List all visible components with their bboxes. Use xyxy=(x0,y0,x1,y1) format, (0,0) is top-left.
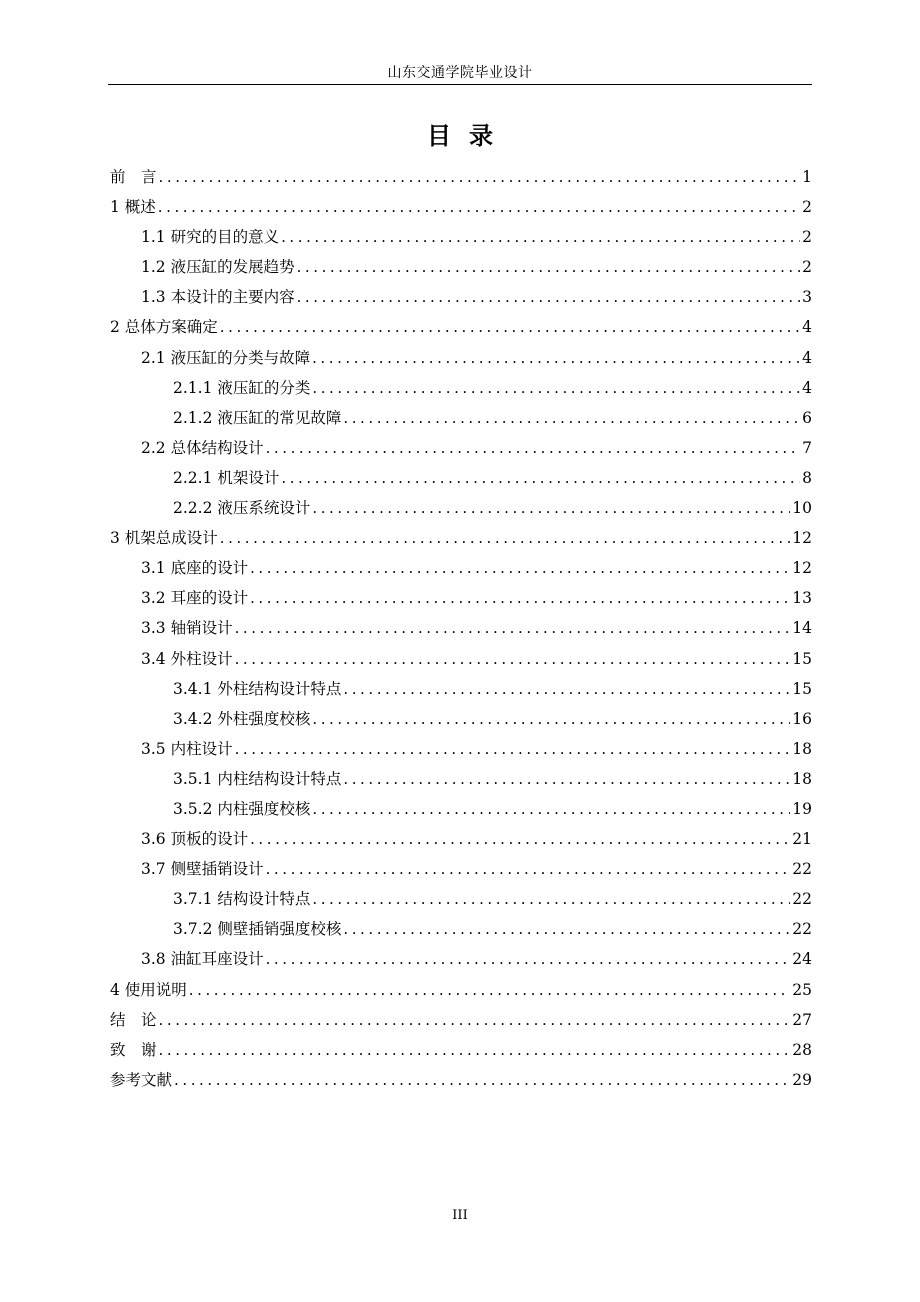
toc-entry-page: 15 xyxy=(792,679,812,698)
toc-entry-page: 4 xyxy=(802,378,812,397)
toc-entry-label: 2.1.1 液压缸的分类 xyxy=(173,378,311,397)
toc-entry-page: 12 xyxy=(792,529,812,548)
toc-entry[interactable] xyxy=(108,493,812,523)
toc-entry-page: 14 xyxy=(792,619,812,638)
toc-dot-leader xyxy=(159,162,801,192)
toc-entry-page: 29 xyxy=(792,1070,812,1089)
toc-entry-page: 15 xyxy=(792,649,812,668)
toc-entry-page: 4 xyxy=(802,318,812,337)
toc-entry-label: 致 谢 xyxy=(110,1040,157,1059)
toc-dot-leader xyxy=(297,282,801,312)
toc-entry[interactable] xyxy=(108,884,812,914)
toc-dot-leader xyxy=(250,583,790,613)
toc-entry[interactable] xyxy=(108,222,812,252)
toc-dot-leader xyxy=(312,794,790,824)
toc-dot-leader xyxy=(266,944,791,974)
page-number: III xyxy=(452,1208,468,1223)
toc-dot-leader xyxy=(220,312,800,342)
toc-entry[interactable] xyxy=(108,312,812,342)
toc-entry-label: 前 言 xyxy=(110,168,157,186)
toc-entry-page: 8 xyxy=(802,468,812,487)
toc-dot-leader xyxy=(312,343,800,373)
toc-entry-label: 3.7.1 结构设计特点 xyxy=(173,890,311,909)
header-rule xyxy=(108,84,812,85)
toc-entry-label: 3.5.2 内柱强度校核 xyxy=(173,799,311,818)
toc-entry-label: 3 机架总成设计 xyxy=(110,529,218,548)
toc-entry-label: 3.5 内柱设计 xyxy=(141,739,233,758)
toc-dot-leader xyxy=(235,644,791,674)
toc-entry[interactable] xyxy=(108,1065,812,1095)
toc-dot-leader xyxy=(312,884,790,914)
toc-dot-leader xyxy=(159,1005,791,1035)
toc-entry-page: 2 xyxy=(802,198,812,217)
toc-entry-label: 2 总体方案确定 xyxy=(110,318,218,337)
toc-entry[interactable] xyxy=(108,674,812,704)
toc-entry[interactable] xyxy=(108,252,812,282)
toc-entry-label: 4 使用说明 xyxy=(110,980,187,999)
toc-entry-page: 7 xyxy=(802,438,812,457)
toc-dot-leader xyxy=(158,192,800,222)
title-char-1: 目 xyxy=(427,122,451,150)
toc-entry-page: 22 xyxy=(792,860,812,879)
toc-dot-leader xyxy=(281,222,800,252)
toc-entry-page: 21 xyxy=(792,830,812,849)
toc-dot-leader xyxy=(235,613,791,643)
toc-entry-label: 3.3 轴销设计 xyxy=(141,619,233,638)
toc-entry-page: 25 xyxy=(792,980,812,999)
toc-entry-label: 2.2.2 液压系统设计 xyxy=(173,499,311,518)
toc-entry[interactable] xyxy=(108,1035,812,1065)
toc-entry-page: 24 xyxy=(792,950,812,969)
toc-dot-leader xyxy=(312,704,790,734)
toc-entry-label: 2.2.1 机架设计 xyxy=(173,468,280,487)
toc-entry[interactable] xyxy=(108,975,812,1005)
toc-entry-page: 6 xyxy=(802,408,812,427)
toc-entry[interactable] xyxy=(108,463,812,493)
toc-entry-page: 12 xyxy=(792,559,812,578)
toc-entry[interactable] xyxy=(108,282,812,312)
toc-entry-label: 结 论 xyxy=(110,1010,157,1029)
toc-entry-label: 3.4 外柱设计 xyxy=(141,649,233,668)
toc-entry-label: 2.1 液压缸的分类与故障 xyxy=(141,348,311,367)
toc-entry[interactable] xyxy=(108,403,812,433)
toc-entry-page: 4 xyxy=(802,348,812,367)
toc-entry-label: 参考文献 xyxy=(110,1070,173,1089)
toc-entry-label: 1.3 本设计的主要内容 xyxy=(141,288,295,307)
toc-entry[interactable] xyxy=(108,553,812,583)
toc-dot-leader xyxy=(189,975,790,1005)
toc-entry-page: 19 xyxy=(792,799,812,818)
title-char-2: 录 xyxy=(469,122,493,150)
toc-entry-page: 3 xyxy=(802,288,812,307)
toc-dot-leader xyxy=(250,824,790,854)
toc-dot-leader xyxy=(343,403,800,433)
toc-entry-label: 3.8 油缸耳座设计 xyxy=(141,950,264,969)
toc-entry[interactable] xyxy=(108,162,812,192)
toc-entry-label: 3.4.2 外柱强度校核 xyxy=(173,709,311,728)
toc-entry-page: 27 xyxy=(792,1010,812,1029)
toc-entry[interactable] xyxy=(108,824,812,854)
toc-entry-label: 3.2 耳座的设计 xyxy=(141,589,249,608)
toc-dot-leader xyxy=(266,854,791,884)
toc-entry[interactable] xyxy=(108,644,812,674)
toc-entry[interactable] xyxy=(108,854,812,884)
toc-entry[interactable] xyxy=(108,583,812,613)
toc-entry-label: 3.1 底座的设计 xyxy=(141,559,249,578)
toc-dot-leader xyxy=(297,252,801,282)
toc-entry-label: 2.1.2 液压缸的常见故障 xyxy=(173,408,342,427)
toc-entry-page: 1 xyxy=(802,168,812,186)
toc-entry-page: 10 xyxy=(792,499,812,518)
toc-entry-label: 2.2 总体结构设计 xyxy=(141,438,264,457)
toc-dot-leader xyxy=(312,493,790,523)
toc-entry-label: 3.7 侧壁插销设计 xyxy=(141,860,264,879)
toc-entry[interactable] xyxy=(108,613,812,643)
toc-entry-label: 1 概述 xyxy=(110,198,156,217)
toc-entry[interactable] xyxy=(108,523,812,553)
page-title xyxy=(108,120,812,152)
toc-entry-page: 13 xyxy=(792,589,812,608)
toc-entry-label: 1.1 研究的目的意义 xyxy=(141,228,280,247)
toc-dot-leader xyxy=(343,914,790,944)
toc-entry[interactable] xyxy=(108,433,812,463)
toc-dot-leader xyxy=(312,373,800,403)
toc-dot-leader xyxy=(174,1065,790,1095)
toc-entry-page: 22 xyxy=(792,920,812,939)
toc-entry[interactable] xyxy=(108,944,812,974)
table-of-contents xyxy=(108,162,812,1095)
toc-entry[interactable] xyxy=(108,343,812,373)
toc-entry-label: 1.2 液压缸的发展趋势 xyxy=(141,258,295,277)
toc-entry[interactable] xyxy=(108,794,812,824)
toc-dot-leader xyxy=(250,553,790,583)
toc-entry-page: 2 xyxy=(802,258,812,277)
toc-entry[interactable] xyxy=(108,1005,812,1035)
toc-entry-page: 2 xyxy=(802,228,812,247)
toc-entry-page: 18 xyxy=(792,739,812,758)
toc-dot-leader xyxy=(159,1035,791,1065)
toc-entry-page: 16 xyxy=(792,709,812,728)
toc-dot-leader xyxy=(266,433,801,463)
toc-entry-page: 28 xyxy=(792,1040,812,1059)
toc-dot-leader xyxy=(343,674,790,704)
toc-dot-leader xyxy=(235,734,791,764)
toc-entry[interactable] xyxy=(108,373,812,403)
toc-entry-label: 3.4.1 外柱结构设计特点 xyxy=(173,679,342,698)
page-header: 山东交通学院毕业设计 xyxy=(387,65,533,81)
toc-entry[interactable] xyxy=(108,704,812,734)
toc-entry[interactable] xyxy=(108,764,812,794)
toc-entry-label: 3.6 顶板的设计 xyxy=(141,830,249,849)
toc-entry-label: 3.7.2 侧壁插销强度校核 xyxy=(173,920,342,939)
toc-entry[interactable] xyxy=(108,914,812,944)
toc-dot-leader xyxy=(281,463,800,493)
toc-dot-leader xyxy=(343,764,790,794)
toc-entry-page: 22 xyxy=(792,890,812,909)
toc-entry-label: 3.5.1 内柱结构设计特点 xyxy=(173,769,342,788)
toc-dot-leader xyxy=(220,523,790,553)
toc-entry[interactable] xyxy=(108,192,812,222)
toc-entry[interactable] xyxy=(108,734,812,764)
toc-entry-page: 18 xyxy=(792,769,812,788)
